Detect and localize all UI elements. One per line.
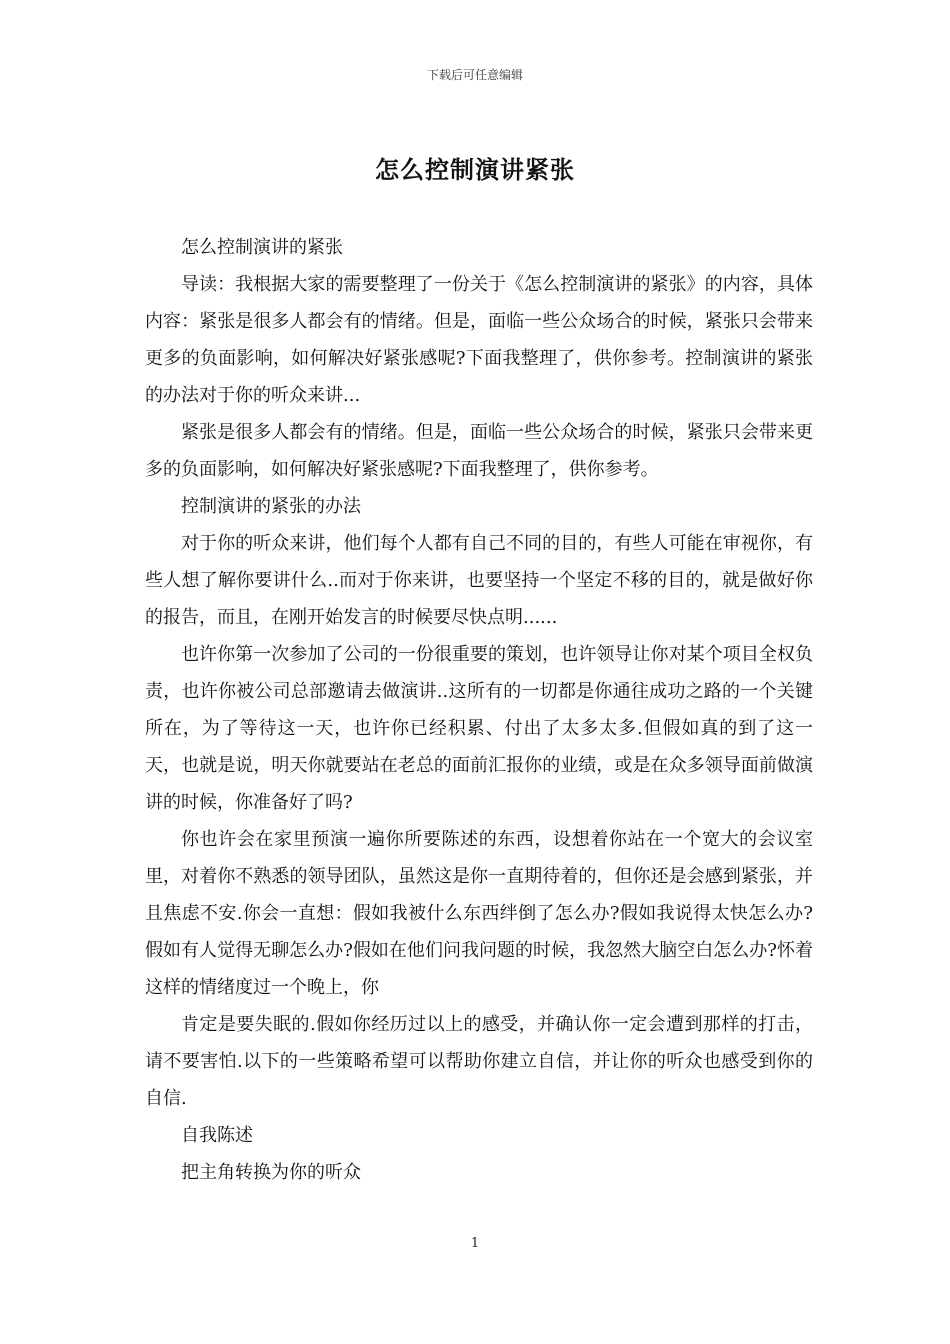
paragraph-1: 怎么控制演讲的紧张 xyxy=(181,237,343,258)
paragraph-4: 控制演讲的紧张的办法 xyxy=(181,496,361,517)
page-number: 1 xyxy=(470,1236,480,1251)
paragraph-8: 肯定是要失眠的.假如你经历过以上的感受，并确认你一定会遭到那样的打击，请不要害怕.以下的一些策略希望可以帮助你建立自信，并让你的听众也感受到你的自信. xyxy=(145,1014,813,1109)
paragraph-2: 导读：我根据大家的需要整理了一份关于《怎么控制演讲的紧张》的内容，具体内容：紧张是很多人都会有的情绪。但是，面临一些公众场合的时候，紧张只会带来更多的负面影响，如何解决好紧张感呢?下面我整理了，供你参考。控制演讲的紧张的办法对于你的听众来讲... xyxy=(145,274,813,406)
paragraph-3: 紧张是很多人都会有的情绪。但是，面临一些公众场合的时候，紧张只会带来更多的负面影响，如何解决好紧张感呢?下面我整理了，供你参考。 xyxy=(145,422,813,480)
header-note: 下载后可任意编辑 xyxy=(426,68,523,82)
paragraph-6: 也许你第一次参加了公司的一份很重要的策划，也许领导让你对某个项目全权负责，也许你被公司总部邀请去做演讲..这所有的一切都是你通往成功之路的一个关键所在，为了等待这一天，也许你已经积累、付出了太多太多.但假如真的到了这一天，也就是说，明天你就要站在老总的面前汇报你的业绩，或是在众多领导面前做演讲的时候，你准备好了吗? xyxy=(145,644,813,813)
paragraph-9: 自我陈述 xyxy=(181,1125,253,1146)
paragraph-7: 你也许会在家里预演一遍你所要陈述的东西，设想着你站在一个宽大的会议室里，对着你不熟悉的领导团队，虽然这是你一直期待着的，但你还是会感到紧张，并且焦虑不安.你会一直想：假如我被什么东西绊倒了怎么办?假如我说得太快怎么办?假如有人觉得无聊怎么办?假如在他们问我问题的时候，我忽然大脑空白怎么办?怀着这样的情绪度过一个晚上，你 xyxy=(145,829,813,998)
paragraph-10: 把主角转换为你的听众 xyxy=(181,1162,361,1183)
paragraph-5: 对于你的听众来讲，他们每个人都有自己不同的目的，有些人可能在审视你，有些人想了解你要讲什么..而对于你来讲，也要坚持一个坚定不移的目的，就是做好你的报告，而且，在刚开始发言的时候要尽快点明...... xyxy=(145,533,813,628)
document-body xyxy=(145,229,813,1191)
document-title: 怎么控制演讲紧张 xyxy=(375,156,575,184)
